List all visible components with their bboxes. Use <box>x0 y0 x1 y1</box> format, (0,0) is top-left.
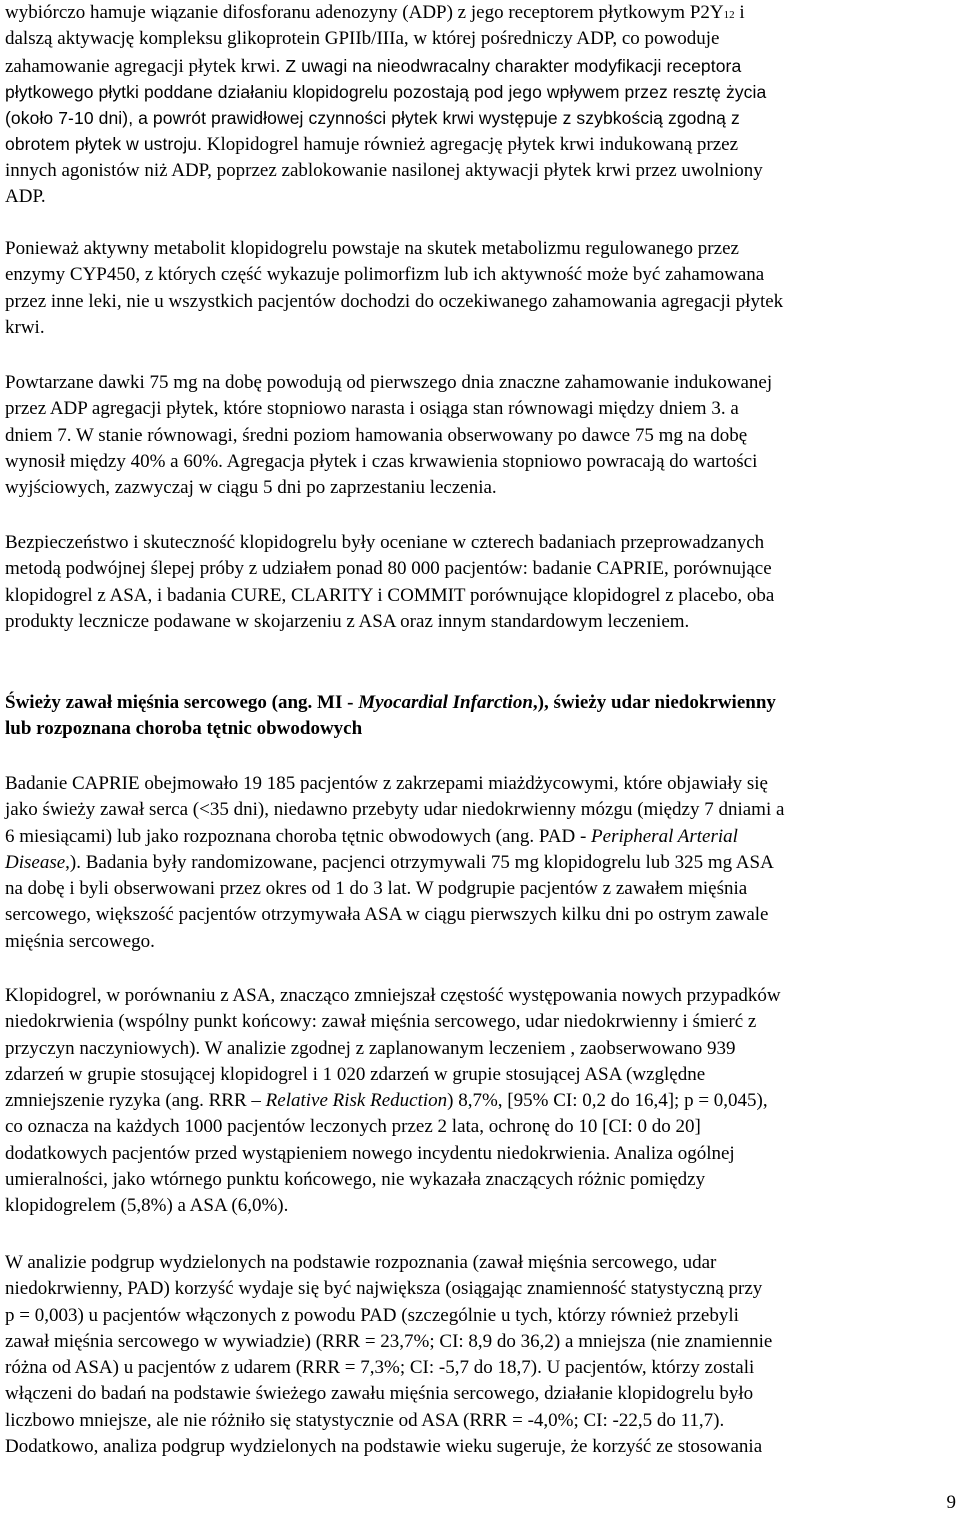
text-line: włączeni do badań na podstawie świeżego zawału mięśnia sercowego, działanie klopidogrelu było <box>5 1383 754 1405</box>
text-line: wynosił między 40% a 60%. Agregacja płytek i czas krwawienia stopniowo powracają do wartości <box>5 450 758 472</box>
text-run: wybiórczo hamuje wiązanie difosforanu adenozyny (ADP) z jego receptorem płytkowym P2Y <box>5 2 724 23</box>
paragraph-mechanism <box>5 0 766 210</box>
text-line: klopidogrelem (5,8%) a ASA (6,0%). <box>5 1195 289 1217</box>
paragraph-safety-efficacy <box>5 530 774 635</box>
text-line: płytkowego płytki poddane działaniu klopidogrelu pozostają pod jego wpływem przez resztę życia <box>5 81 767 102</box>
paragraph-metabolism <box>5 236 783 341</box>
text-run: zahamowanie agregacji płytek krwi. <box>5 55 281 77</box>
paragraph-results <box>5 983 781 1220</box>
text-run: i <box>734 2 745 23</box>
text-line: Powtarzane dawki 75 mg na dobę powodują od pierwszego dnia znaczne zahamowanie indukowanej <box>5 372 773 393</box>
text-line: wyjściowych, zazwyczaj w ciągu 5 dni po zaprzestaniu leczenia. <box>5 477 497 499</box>
text-line: ADP. <box>5 186 46 208</box>
text-line <box>5 0 766 26</box>
text-line: dniem 7. W stanie równowagi, średni poziom hamowania obserwowany po dawce 75 mg na dobę <box>5 424 748 446</box>
section-heading <box>5 690 776 743</box>
text-line: Ponieważ aktywny metabolit klopidogrelu powstaje na skutek metabolizmu regulowanego przez <box>5 238 739 259</box>
page-number: 9 <box>946 1492 956 1513</box>
text-line: zdarzeń w grupie stosującej klopidogrel i 1 020 zdarzeń w grupie stosującej ASA (względne <box>5 1063 706 1085</box>
text-line: klopidogrel z ASA, i badania CURE, CLARITY i COMMIT porównujące klopidogrel z placebo, oba <box>5 584 775 606</box>
text-line: co oznacza na każdych 1000 pacjentów leczonych przez 2 lata, ochronę do 10 [CI: 0 do 20] <box>5 1116 701 1138</box>
text-line: przyczyn naczyniowych). W analizie zgodnej z zaplanowanym leczeniem , zaobserwowano 939 <box>5 1037 736 1059</box>
text-line: przez inne leki, nie u wszystkich pacjentów dochodzi do oczekiwanego zahamowania agregacji płytek <box>5 290 784 312</box>
heading-line <box>5 690 776 716</box>
text-line: p = 0,003) u pacjentów włączonych z powodu PAD (szczególnie u tych, którzy również przebyli <box>5 1304 739 1326</box>
text-run: ,), świeży udar niedokrwienny <box>532 692 776 713</box>
text-run: Peripheral Arterial <box>591 825 738 847</box>
paragraph-repeated-doses <box>5 370 772 501</box>
text-line: metodą podwójnej ślepej próby z udziałem ponad 80 000 pacjentów: badanie CAPRIE, porównujące <box>5 558 772 580</box>
text-line: (około 7-10 dni), a powrót prawidłowej czynności płytek krwi występuje z szybkością zgodną z <box>5 108 740 129</box>
text-run: ,). Badania były randomizowane, pacjenci otrzymywali 75 mg klopidogrelu lub 325 mg ASA <box>65 851 774 873</box>
paragraph-caprie <box>5 771 784 955</box>
text-line: niedokrwienny, PAD) korzyść wydaje się być największa (osiągając znamienność statystyczną przy <box>5 1278 763 1300</box>
text-line <box>5 53 766 79</box>
text-line: Badanie CAPRIE obejmowało 19 185 pacjentów z zakrzepami miażdżycowymi, które objawiały się <box>5 773 768 794</box>
text-line: na dobę i byli obserwowani przez okres od 1 do 3 lat. W podgrupie pacjentów z zawałem mięśnia <box>5 878 748 900</box>
text-run: ) 8,7%, [95% CI: 0,2 do 16,4]; p = 0,045), <box>447 1090 768 1112</box>
text-line <box>5 131 766 157</box>
text-line: sercowego, większość pacjentów otrzymywała ASA w ciągu pierwszych kilku dni po ostrym zawale <box>5 904 769 926</box>
text-run: Disease <box>5 851 66 873</box>
text-line: niedokrwienia (wspólny punkt końcowy: zawał mięśnia sercowego, udar niedokrwienny i śmierć z <box>5 1011 757 1033</box>
text-line: liczbowo mniejsze, ale nie różniło się statystycznie od ASA (RRR = -4,0%; CI: -22,5 do 11,7). <box>5 1409 725 1431</box>
text-run: 6 miesiącami) lub jako rozpoznana choroba tętnic obwodowych (ang. PAD - <box>5 825 592 847</box>
heading-line: lub rozpoznana choroba tętnic obwodowych <box>5 718 363 740</box>
text-line: zawał mięśnia sercowego w wywiadzie) (RRR = 23,7%; CI: 8,9 do 36,2) a mniejsza (nie znamiennie <box>5 1330 773 1352</box>
text-line: krwi. <box>5 316 45 338</box>
text-line: przez ADP agregacji płytek, które stopniowo narasta i osiąga stan równowagi między dniem 3. a <box>5 398 739 420</box>
text-line <box>5 850 784 876</box>
text-line: innych agonistów niż ADP, poprzez zablokowanie nasilonej aktywacji płytek krwi przez uwolniony <box>5 159 763 181</box>
text-run: Z uwagi na nieodwracalny charakter modyfikacji receptora <box>280 55 742 76</box>
text-line: enzymy CYP450, z których część wykazuje polimorfizm lub ich aktywność może być zahamowana <box>5 264 765 286</box>
text-run: Myocardial Infarction <box>358 692 533 713</box>
text-line: Klopidogrel, w porównaniu z ASA, znacząco zmniejszał częstość występowania nowych przypadków <box>5 985 781 1006</box>
text-line: mięśnia sercowego. <box>5 930 155 952</box>
text-line: dalszą aktywację kompleksu glikoprotein GPIIb/IIIa, w której pośredniczy ADP, co powoduje <box>5 28 720 50</box>
text-line <box>5 1088 781 1114</box>
paragraph-subgroups <box>5 1250 772 1460</box>
text-run: obrotem płytek w ustroju. <box>5 134 203 155</box>
text-run: Klopidogrel hamuje również agregację płytek krwi indukowaną przez <box>202 134 739 156</box>
text-line: różna od ASA) u pacjentów z udarem (RRR = 7,3%; CI: -5,7 do 18,7). U pacjentów, którzy zostali <box>5 1357 755 1379</box>
text-line: jako świeży zawał serca (<35 dni), niedawno przebyty udar niedokrwienny mózgu (między 7 dniami a <box>5 799 785 821</box>
subscript: 12 <box>723 9 735 21</box>
text-run: Relative Risk Reduction <box>265 1090 448 1112</box>
text-line: Dodatkowo, analiza podgrup wydzielonych na podstawie wieku sugeruje, że korzyść ze stosowania <box>5 1436 763 1458</box>
text-line: produkty lecznicze podawane w skojarzeniu z ASA oraz innym standardowym leczeniem. <box>5 610 690 632</box>
text-line: Bezpieczeństwo i skuteczność klopidogrelu były oceniane w czterech badaniach przeprowadzanych <box>5 532 765 553</box>
text-run: Świeży zawał mięśnia sercowego (ang. MI - <box>5 692 359 713</box>
text-line <box>5 824 784 850</box>
text-run: zmniejszenie ryzyka (ang. RRR – <box>5 1090 266 1112</box>
text-line: W analizie podgrup wydzielonych na podstawie rozpoznania (zawał mięśnia sercowego, udar <box>5 1252 717 1273</box>
text-line: dodatkowych pacjentów przed wystąpieniem nowego incydentu niedokrwienia. Analiza ogólnej <box>5 1142 735 1164</box>
text-line: umieralności, jako wtórnego punktu końcowego, nie wykazała znaczących różnic pomiędzy <box>5 1169 706 1191</box>
